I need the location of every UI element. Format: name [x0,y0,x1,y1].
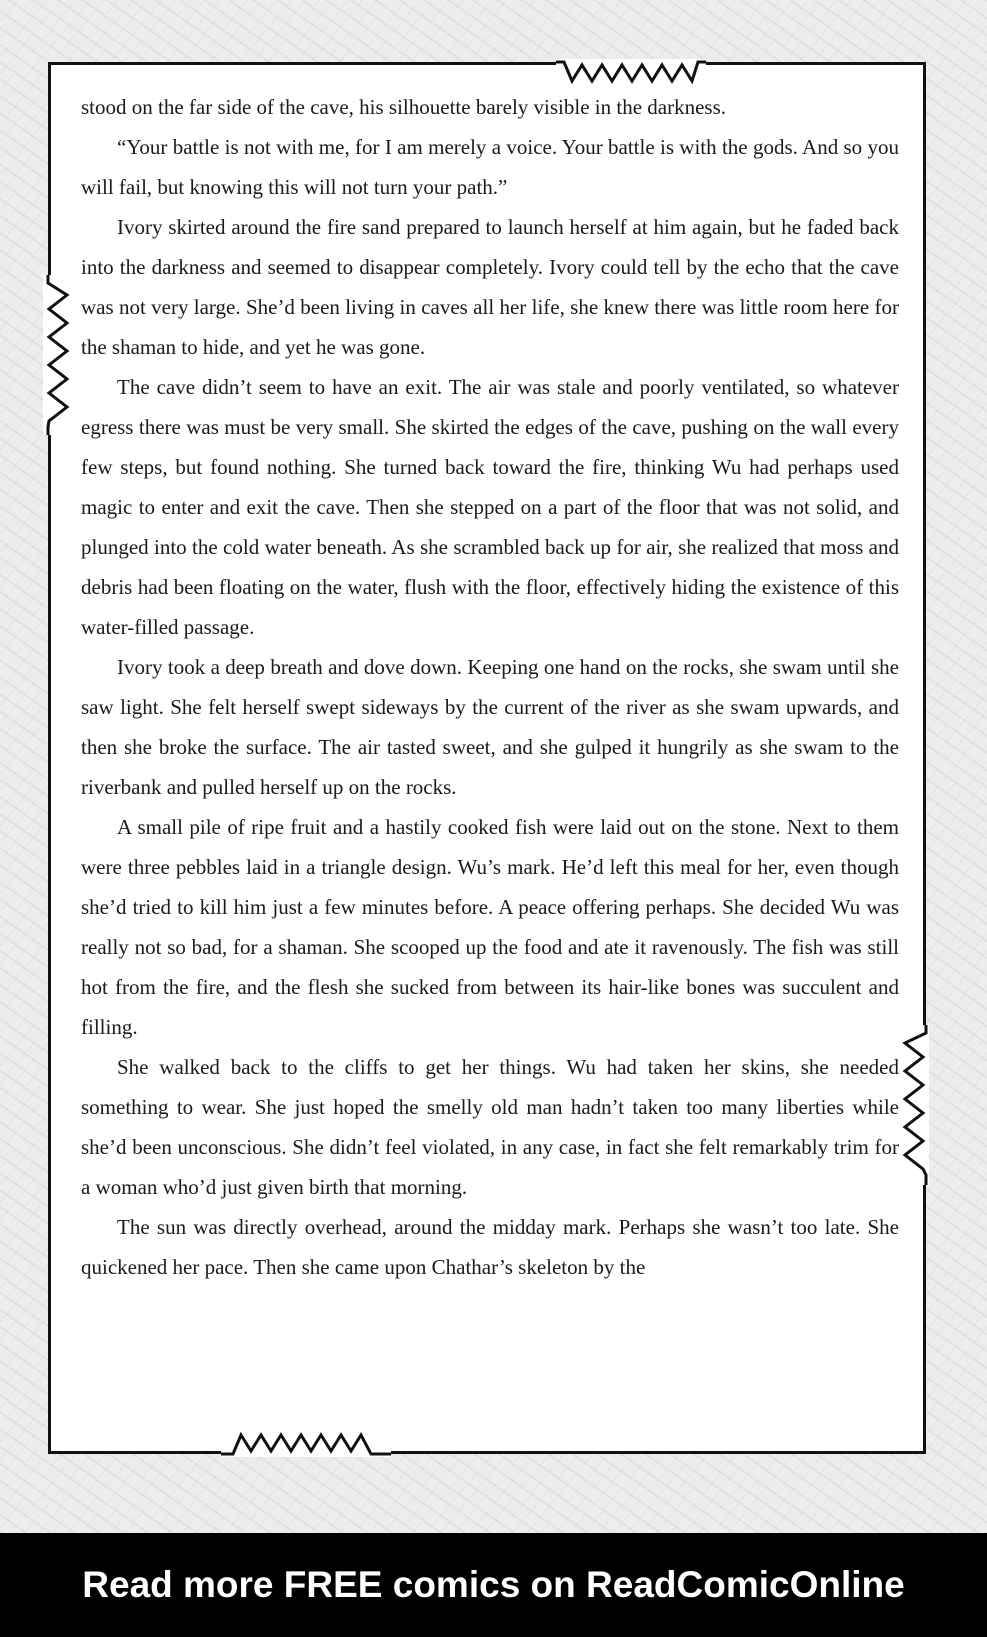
promo-banner[interactable] [0,1533,987,1637]
paragraph: “Your battle is not with me, for I am merely a voice. Your battle is with the gods. And so you will fail, but knowing this will not turn your path.” [81,135,899,199]
paragraph: stood on the far side of the cave, his silhouette barely visible in the darkness. [81,95,727,119]
paragraph: A small pile of ripe fruit and a hastily cooked fish were laid out on the stone. Next to them were three pebbles laid in a triangle design. Wu’s mark. He’d left this meal for her, even though she’d tried to kill him just a few minutes before. A peace offering perhaps. She decided Wu was really not so bad, for a shaman. She scooped up the food and ate it ravenously. The fish was still hot from the fire, and the flesh she sucked from between its hair-like bones was succulent and filling. [81,815,899,1039]
left-zigzag-border [43,275,73,435]
text-panel [48,62,926,1454]
paragraph: The sun was directly overhead, around the midday mark. Perhaps she wasn’t too late. She quickened her pace. Then she came upon Chathar’s skeleton by the [81,1215,899,1279]
promo-banner-text[interactable]: Read more FREE comics on ReadComicOnline [82,1564,905,1605]
paragraph: The cave didn’t seem to have an exit. The air was stale and poorly ventilated, so whatever egress there was must be very small. She skirted the edges of the cave, pushing on the wall every few steps, but found nothing. She turned back toward the fire, thinking Wu had perhaps used magic to enter and exit the cave. Then she stepped on a part of the floor that was not solid, and plunged into the cold water beneath. As she scrambled back up for air, she realized that moss and debris had been floating on the water, flush with the floor, effectively hiding the existence of this water-filled passage. [81,375,899,639]
story-text [81,87,899,1287]
paragraph: Ivory took a deep breath and dove down. Keeping one hand on the rocks, she swam until she saw light. She felt herself swept sideways by the current of the river as she swam upwards, and then she broke the surface. The air tasted sweet, and she gulped it hungrily as she swam to the riverbank and pulled herself up on the rocks. [81,655,899,799]
paragraph: Ivory skirted around the fire sand prepared to launch herself at him again, but he faded back into the darkness and seemed to disappear completely. Ivory could tell by the echo that the cave was not very large. She’d been living in caves all her life, she knew there was little room here for the shaman to hide, and yet he was gone. [81,215,899,359]
bottom-zigzag-border [221,1429,391,1457]
paragraph: She walked back to the cliffs to get her things. Wu had taken her skins, she needed something to wear. She just hoped the smelly old man hadn’t taken too many liberties while she’d been unconscious. She didn’t feel violated, in any case, in fact she felt remarkably trim for a woman who’d just given birth that morning. [81,1055,899,1199]
top-zigzag-border [556,59,706,87]
